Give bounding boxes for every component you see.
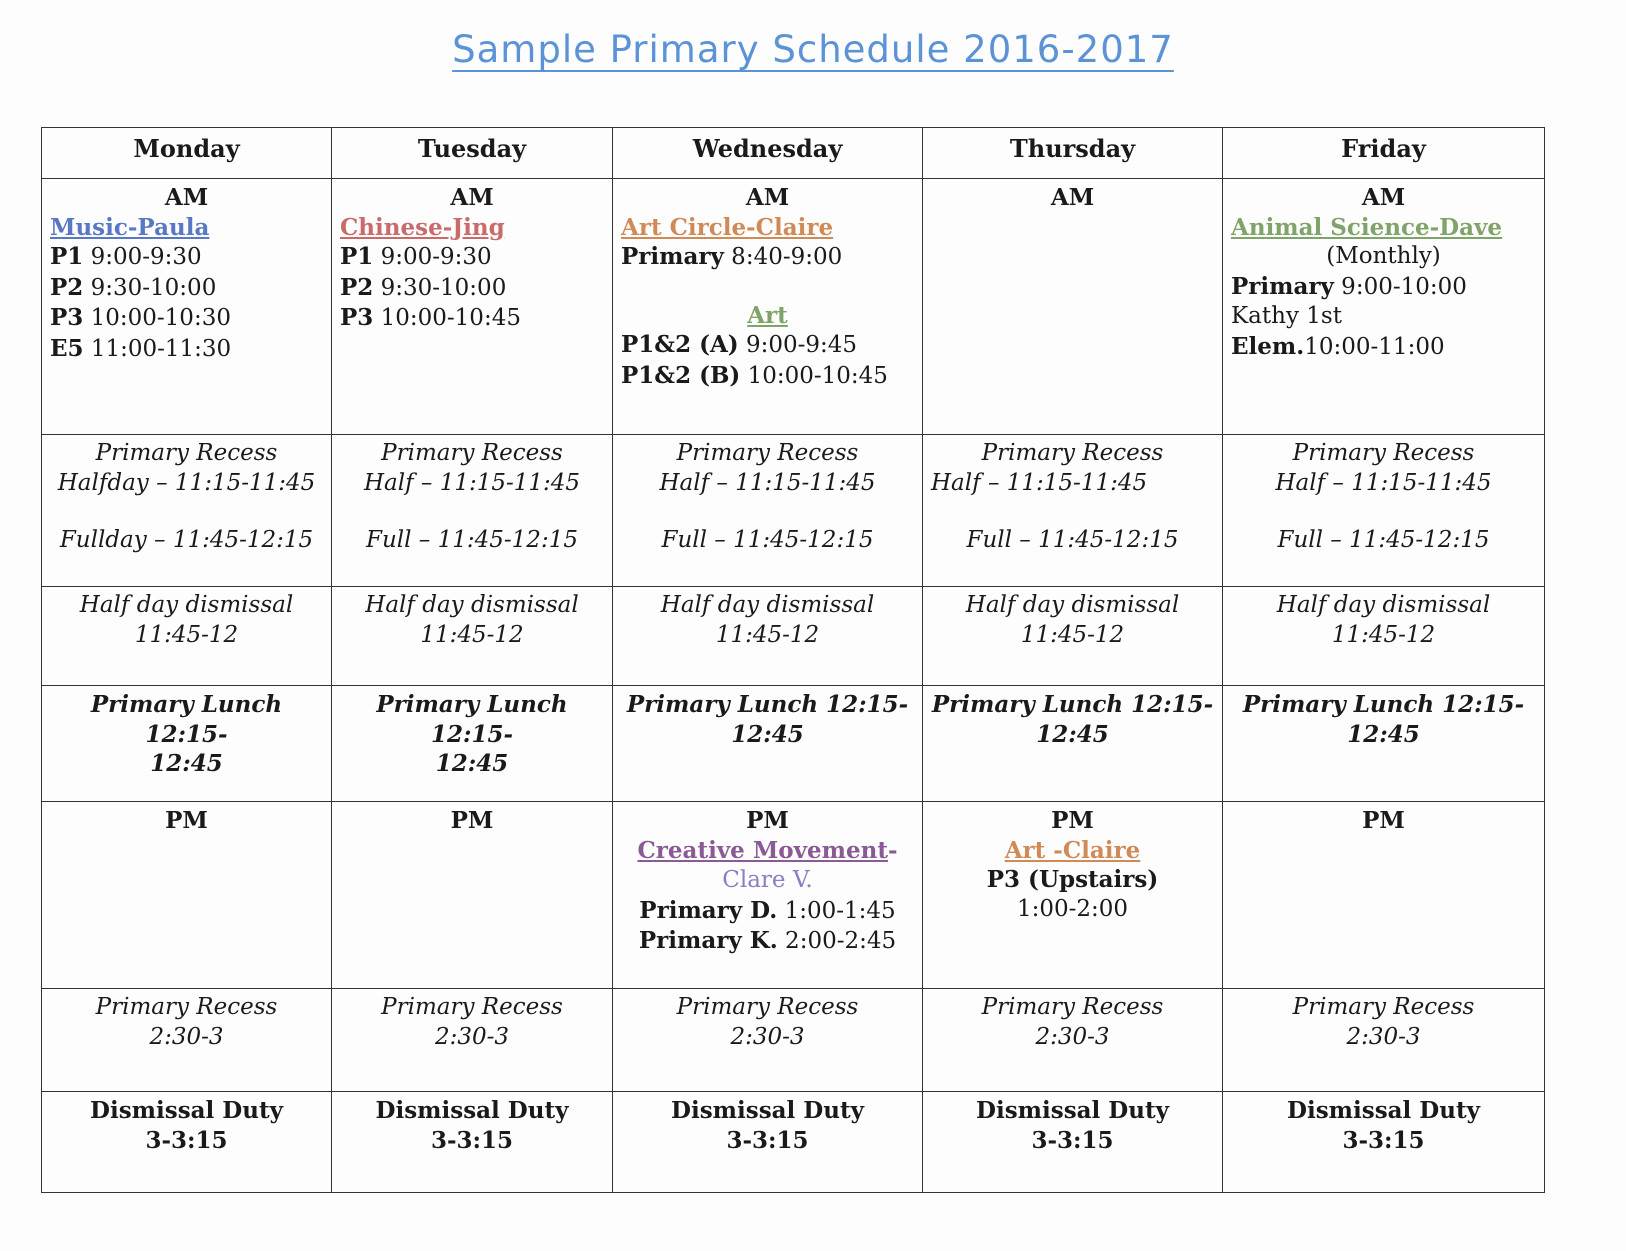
am-row	[42, 179, 1545, 435]
lunch-cell: Primary Lunch 12:15- 12:45	[1223, 686, 1545, 802]
schedule-table	[41, 127, 1545, 1193]
recess-row	[42, 435, 1545, 587]
header-tuesday: Tuesday	[332, 128, 613, 179]
pm-label: PM	[1362, 807, 1405, 834]
class-art: Art	[747, 301, 788, 329]
am-label: AM	[745, 184, 790, 211]
pm-label: PM	[450, 807, 494, 834]
thursday-pm-cell: PM Art -Claire P3 (Upstairs) 1:00-2:00	[923, 802, 1223, 989]
recess-cell: Primary Recess Half – 11:15-11:45 Full – 11:45-12:15	[332, 435, 613, 587]
lunch-cell: Primary Lunch 12:15- 12:45	[613, 686, 923, 802]
class-music: Music-Paula	[50, 213, 210, 241]
dismissal-cell: Half day dismissal 11:45-12	[923, 587, 1223, 686]
am-label: AM	[1361, 184, 1406, 211]
tuesday-am-cell: AM Chinese-Jing P1 9:00-9:30 P2 9:30-10:00 P3 10:00-10:45	[332, 179, 613, 435]
am-label: AM	[164, 184, 209, 211]
pm-label: PM	[165, 807, 208, 834]
thursday-am-cell	[923, 179, 1223, 435]
dismissal-row	[42, 587, 1545, 686]
class-animal-science: Animal Science-Dave	[1231, 213, 1503, 241]
header-wednesday: Wednesday	[613, 128, 923, 179]
dismissal-cell: Half day dismissal 11:45-12	[613, 587, 923, 686]
duty-cell: Dismissal Duty 3-3:15	[1223, 1092, 1545, 1193]
pm-recess-cell: Primary Recess 2:30-3	[332, 989, 613, 1092]
am-label: AM	[450, 184, 494, 211]
pm-label: PM	[746, 807, 789, 834]
friday-am-cell: AM Animal Science-Dave (Monthly) Primary 9:00-10:00 Kathy 1st Elem.10:00-11:00	[1223, 179, 1545, 435]
duty-cell: Dismissal Duty 3-3:15	[332, 1092, 613, 1193]
page-title: Sample Primary Schedule 2016-2017	[452, 28, 1174, 71]
tuesday-pm-cell	[332, 802, 613, 989]
recess-cell: Primary Recess Halfday – 11:15-11:45 Fullday – 11:45-12:15	[42, 435, 332, 587]
recess-cell: Primary Recess Half – 11:15-11:45 Full – 11:45-12:15	[1223, 435, 1545, 587]
dismissal-cell: Half day dismissal 11:45-12	[42, 587, 332, 686]
class-art-circle: Art Circle-Claire	[621, 213, 834, 241]
friday-pm-cell	[1223, 802, 1545, 989]
dismissal-cell: Half day dismissal 11:45-12	[1223, 587, 1545, 686]
pm-recess-cell: Primary Recess 2:30-3	[42, 989, 332, 1092]
dismissal-cell: Half day dismissal 11:45-12	[332, 587, 613, 686]
duty-cell: Dismissal Duty 3-3:15	[613, 1092, 923, 1193]
duty-cell: Dismissal Duty 3-3:15	[42, 1092, 332, 1193]
recess-cell: Primary Recess Half – 11:15-11:45 Full – 11:45-12:15	[613, 435, 923, 587]
class-art-claire: Art -Claire	[1004, 836, 1141, 864]
header-monday: Monday	[42, 128, 332, 179]
header-thursday: Thursday	[923, 128, 1223, 179]
duty-row	[42, 1092, 1545, 1193]
monday-am-cell: AM Music-Paula P1 9:00-9:30 P2 9:30-10:00 P3 10:00-10:30 E5 11:00-11:30	[42, 179, 332, 435]
class-chinese: Chinese-Jing	[340, 213, 505, 241]
wednesday-am-cell: AM Art Circle-Claire Primary 8:40-9:00 Art P1&2 (A) 9:00-9:45 P1&2 (B) 10:00-10:45	[613, 179, 923, 435]
pm-recess-cell: Primary Recess 2:30-3	[923, 989, 1223, 1092]
recess-cell: Primary Recess Half – 11:15-11:45 Full – 11:45-12:15	[923, 435, 1223, 587]
pm-label: PM	[1051, 807, 1094, 834]
header-friday: Friday	[1223, 128, 1545, 179]
lunch-cell: Primary Lunch 12:15- 12:45	[332, 686, 613, 802]
pm-recess-cell: Primary Recess 2:30-3	[1223, 989, 1545, 1092]
lunch-cell: Primary Lunch 12:15- 12:45	[923, 686, 1223, 802]
lunch-cell: Primary Lunch 12:15- 12:45	[42, 686, 332, 802]
lunch-row	[42, 686, 1545, 802]
class-creative-movement: Creative Movement	[637, 836, 888, 864]
pm-recess-cell: Primary Recess 2:30-3	[613, 989, 923, 1092]
duty-cell: Dismissal Duty 3-3:15	[923, 1092, 1223, 1193]
header-row	[42, 128, 1545, 179]
pm-recess-row	[42, 989, 1545, 1092]
am-label: AM	[1050, 184, 1095, 211]
pm-row	[42, 802, 1545, 989]
monday-pm-cell	[42, 802, 332, 989]
wednesday-pm-cell: PM Creative Movement- Clare V. Primary D. 1:00-1:45 Primary K. 2:00-2:45	[613, 802, 923, 989]
